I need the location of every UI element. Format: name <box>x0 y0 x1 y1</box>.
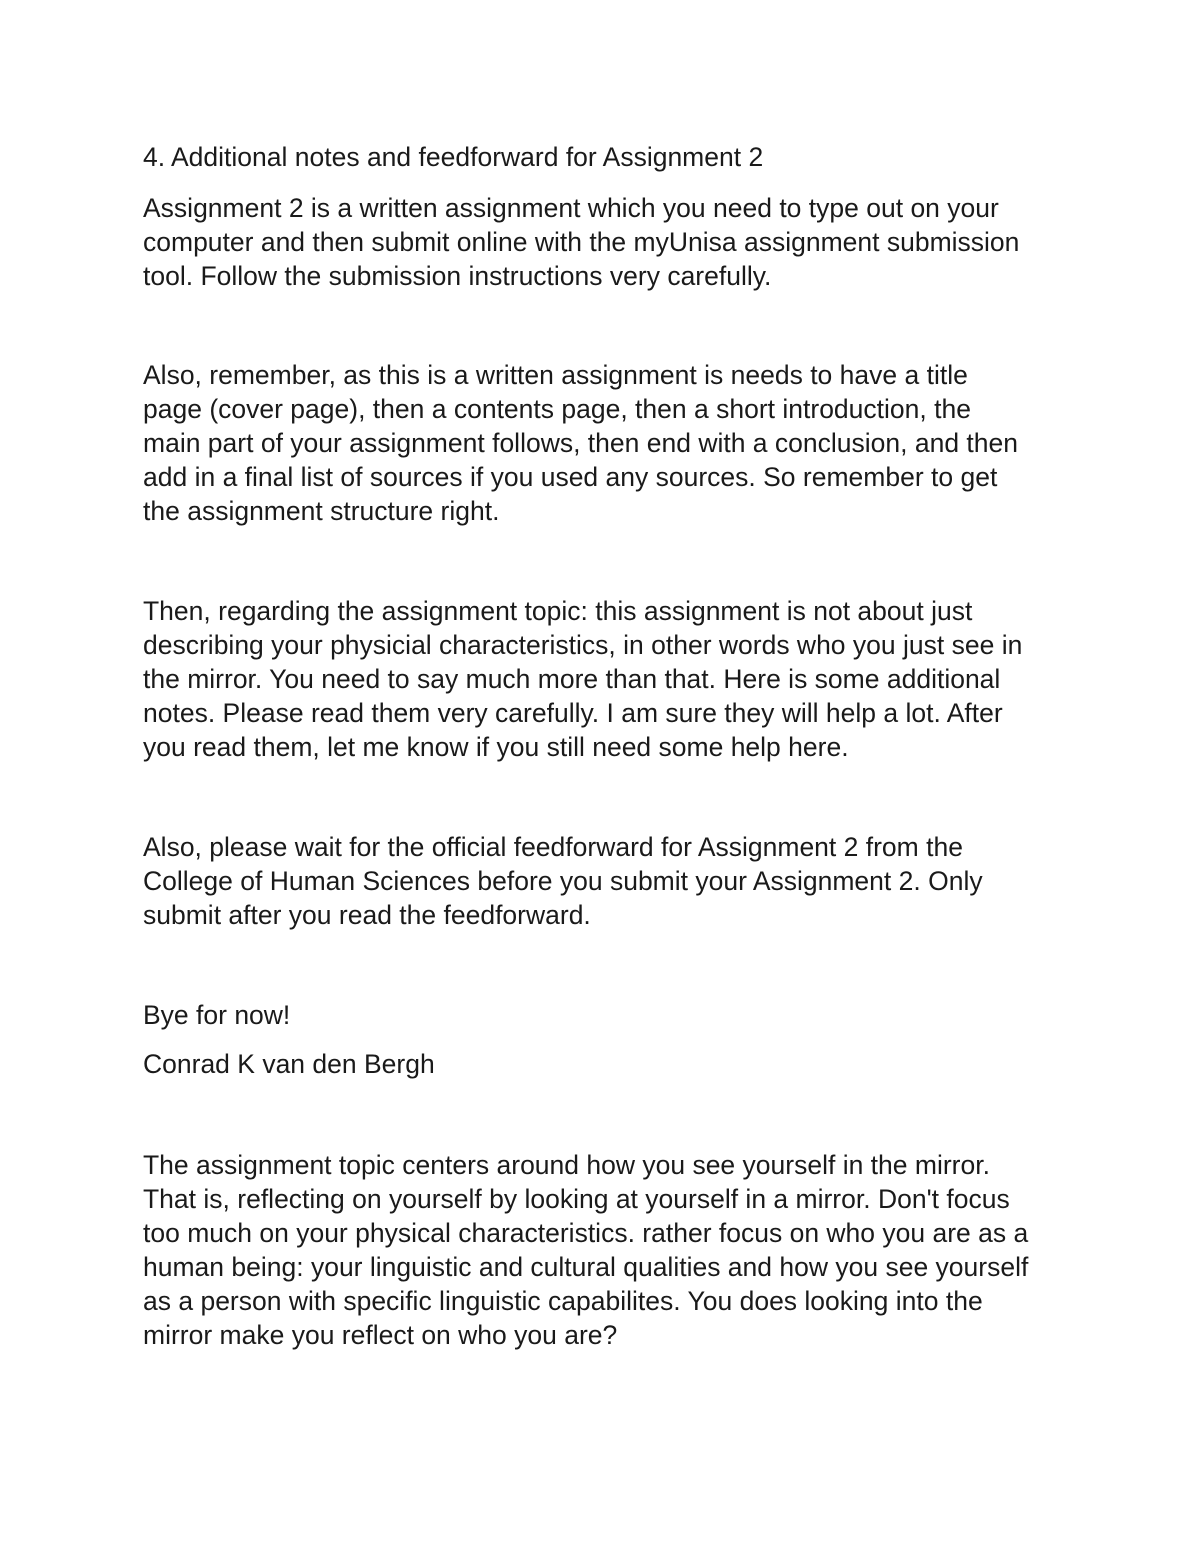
heading-line: 4. Additional notes and feedforward for Assignment 2 <box>143 142 764 172</box>
paragraph-line: page (cover page), then a contents page, then a short introduction, the <box>143 394 971 424</box>
paragraph-line: main part of your assignment follows, then end with a conclusion, and then <box>143 428 1019 458</box>
paragraph-line: Then, regarding the assignment topic: this assignment is not about just <box>143 596 973 626</box>
paragraph-line: too much on your physical characteristics. rather focus on who you are as a <box>143 1218 1029 1248</box>
paragraph-line: submit after you read the feedforward. <box>143 900 591 930</box>
paragraph-line: Also, remember, as this is a written assignment is needs to have a title <box>143 360 968 390</box>
paragraph-line: That is, reflecting on yourself by looking at yourself in a mirror. Don't focus <box>143 1184 1010 1214</box>
paragraph-line: notes. Please read them very carefully. I am sure they will help a lot. After <box>143 698 1003 728</box>
paragraph-line: The assignment topic centers around how you see yourself in the mirror. <box>143 1150 990 1180</box>
paragraph-line: computer and then submit online with the myUnisa assignment submission <box>143 227 1020 257</box>
paragraph-line: the mirror. You need to say much more than that. Here is some additional <box>143 664 1001 694</box>
paragraph-line: mirror make you reflect on who you are? <box>143 1320 618 1350</box>
paragraph-line: Assignment 2 is a written assignment which you need to type out on your <box>143 193 999 223</box>
paragraph-line: describing your physicial characteristics, in other words who you just see in <box>143 630 1023 660</box>
paragraph-line: Also, please wait for the official feedforward for Assignment 2 from the <box>143 832 963 862</box>
signoff-line: Bye for now! <box>143 1000 291 1030</box>
paragraph-assignment-structure <box>143 358 1103 528</box>
signoff <box>143 998 1103 1032</box>
paragraph-line: College of Human Sciences before you submit your Assignment 2. Only <box>143 866 983 896</box>
paragraph-topic-notes <box>143 1148 1103 1352</box>
author-line: Conrad K van den Bergh <box>143 1049 435 1079</box>
author-name <box>143 1047 1103 1081</box>
paragraph-submission-instructions <box>143 191 1103 293</box>
paragraph-line: as a person with specific linguistic capabilites. You does looking into the <box>143 1286 983 1316</box>
document-heading <box>143 140 1103 174</box>
paragraph-line: the assignment structure right. <box>143 496 500 526</box>
paragraph-line: human being: your linguistic and cultural qualities and how you see yourself <box>143 1252 1029 1282</box>
paragraph-assignment-topic <box>143 594 1103 764</box>
paragraph-line: add in a final list of sources if you used any sources. So remember to get <box>143 462 998 492</box>
paragraph-line: you read them, let me know if you still need some help here. <box>143 732 849 762</box>
paragraph-line: tool. Follow the submission instructions very carefully. <box>143 261 772 291</box>
paragraph-wait-for-feedforward <box>143 830 1103 932</box>
